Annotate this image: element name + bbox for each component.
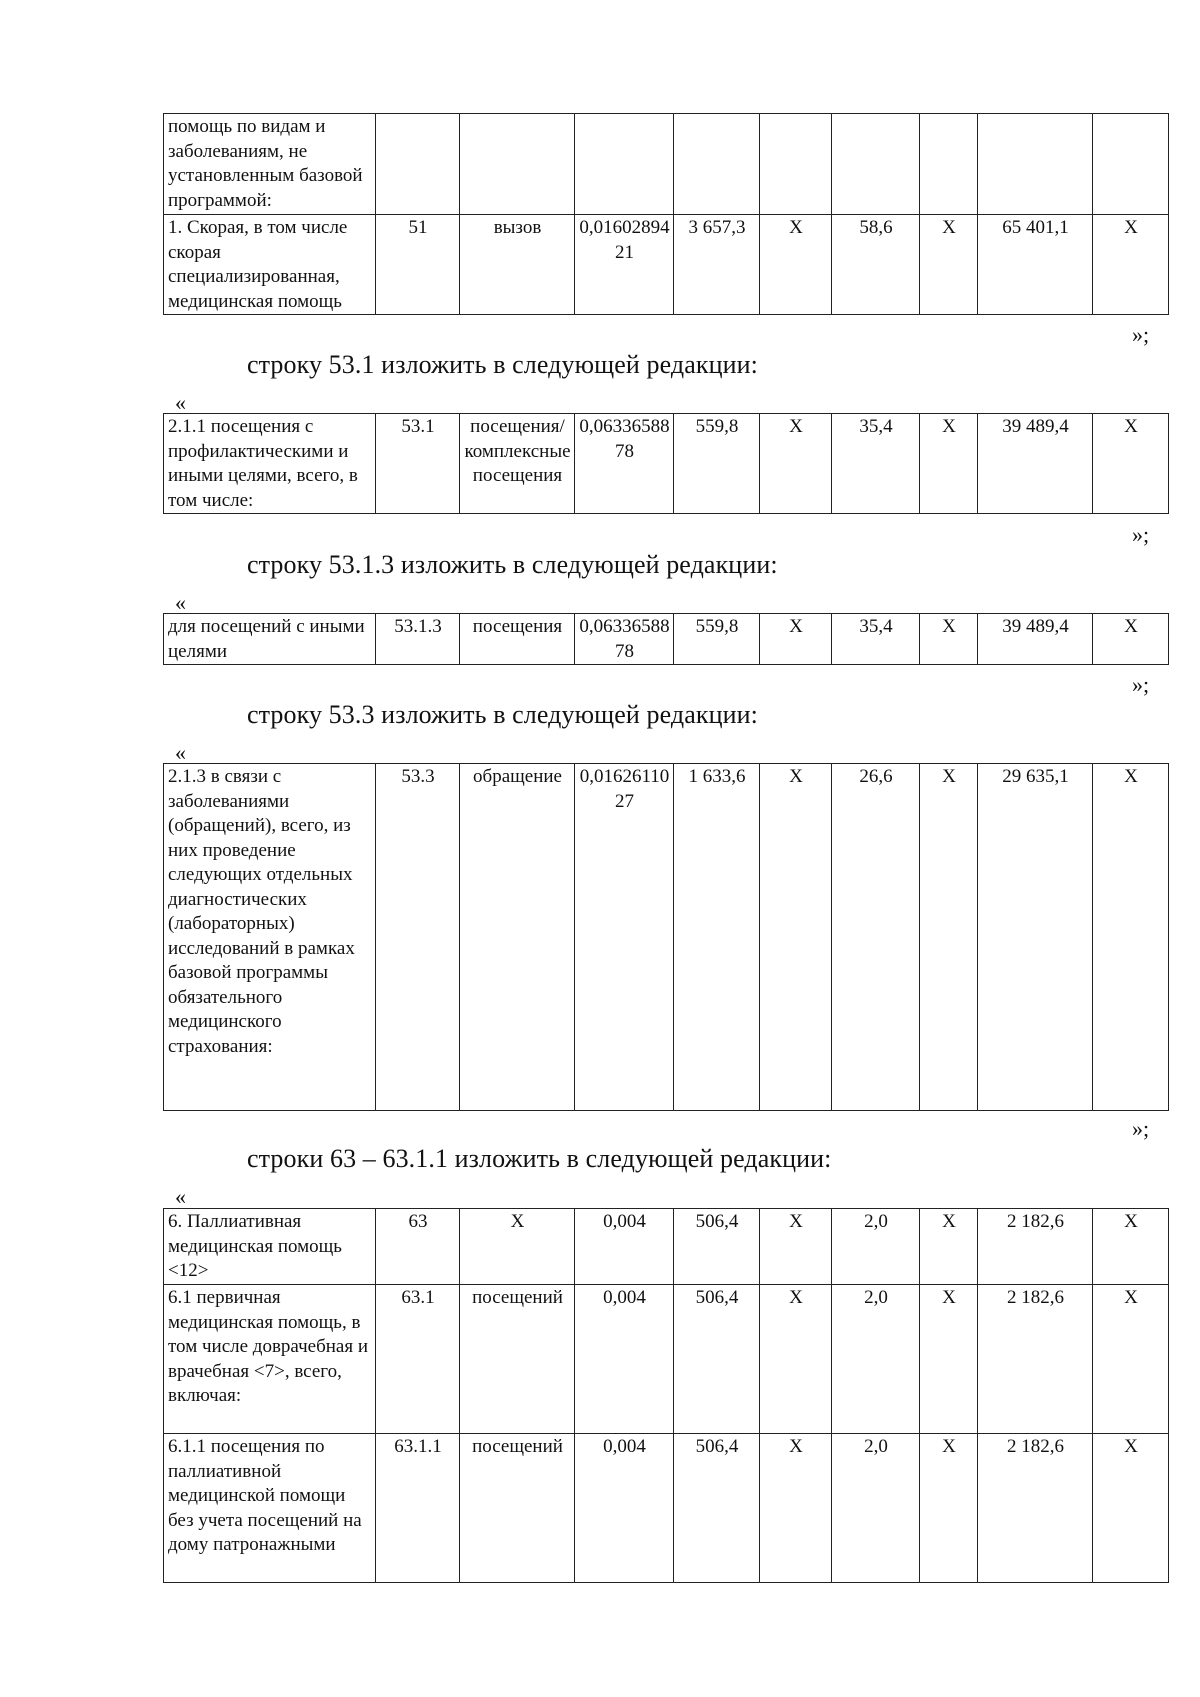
cell-name: 1. Скорая, в том числе скорая специализированная, медицинская помощь (164, 215, 376, 315)
opening-quote: « (175, 590, 186, 615)
cell-cost: 506,4 (674, 1285, 760, 1434)
cell-c9: 29 635,1 (978, 764, 1093, 1111)
cell-c6: Х (760, 1285, 832, 1434)
cell-volume: 0,004 (575, 1209, 674, 1285)
cell-code: 63 (376, 1209, 460, 1285)
cell-c7: 2,0 (832, 1209, 920, 1285)
table-rows-63 (163, 1208, 1169, 1583)
table-rows-51 (163, 113, 1169, 315)
cell-name: 6.1.1 посещения по паллиативной медицинской помощи без учета посещений на дому патронажными (164, 1434, 376, 1583)
cell-c10: Х (1093, 1285, 1169, 1434)
table-row (164, 614, 1169, 665)
cell-c7 (832, 114, 920, 215)
cell-volume: 0,004 (575, 1285, 674, 1434)
cell-code: 53.1.3 (376, 614, 460, 665)
cell-c10 (1093, 114, 1169, 215)
cell-c9: 65 401,1 (978, 215, 1093, 315)
cell-cost: 559,8 (674, 414, 760, 514)
instruction-paragraph: строку 53.1.3 изложить в следующей редакции: (247, 550, 778, 579)
cell-cost: 506,4 (674, 1209, 760, 1285)
cell-code: 51 (376, 215, 460, 315)
cell-c8: Х (920, 1285, 978, 1434)
closing-quote: »; (1132, 522, 1150, 547)
cell-c7: 35,4 (832, 614, 920, 665)
cell-c9: 39 489,4 (978, 614, 1093, 665)
cell-unit (460, 114, 575, 215)
cell-c7: 35,4 (832, 414, 920, 514)
table-row-53-1-3 (163, 613, 1169, 665)
cell-unit: обращение (460, 764, 575, 1111)
table-row (164, 215, 1169, 315)
cell-c7: 26,6 (832, 764, 920, 1111)
cell-unit: вызов (460, 215, 575, 315)
cell-c6: Х (760, 414, 832, 514)
cell-c10: Х (1093, 215, 1169, 315)
cell-c8: Х (920, 764, 978, 1111)
cell-c8: Х (920, 614, 978, 665)
cell-name: 6. Паллиативная медицинская помощь <12> (164, 1209, 376, 1285)
cell-c10: Х (1093, 414, 1169, 514)
cell-volume (575, 114, 674, 215)
cell-name: 6.1 первичная медицинская помощь, в том числе доврачебная и врачебная <7>, всего, включая: (164, 1285, 376, 1434)
cell-volume: 0,0633658878 (575, 614, 674, 665)
cell-code: 63.1.1 (376, 1434, 460, 1583)
opening-quote: « (175, 1184, 186, 1209)
table-row (164, 1209, 1169, 1285)
cell-unit: Х (460, 1209, 575, 1285)
cell-unit: посещения/ комплексные посещения (460, 414, 575, 514)
cell-c10: Х (1093, 614, 1169, 665)
instruction-paragraph: строку 53.3 изложить в следующей редакции: (247, 700, 758, 729)
cell-c9: 2 182,6 (978, 1209, 1093, 1285)
cell-name: для посещений с иными целями (164, 614, 376, 665)
cell-c8: Х (920, 215, 978, 315)
cell-name: помощь по видам и заболеваниям, не установленным базовой программой: (164, 114, 376, 215)
cell-c6: Х (760, 1209, 832, 1285)
cell-c8: Х (920, 1209, 978, 1285)
cell-c9: 39 489,4 (978, 414, 1093, 514)
cell-c9 (978, 114, 1093, 215)
opening-quote: « (175, 740, 186, 765)
cell-c8: Х (920, 414, 978, 514)
cell-name: 2.1.1 посещения с профилактическими и иными целями, всего, в том числе: (164, 414, 376, 514)
table-row (164, 414, 1169, 514)
cell-c10: Х (1093, 1434, 1169, 1583)
cell-c10: Х (1093, 1209, 1169, 1285)
cell-c6: Х (760, 614, 832, 665)
cell-code: 53.1 (376, 414, 460, 514)
cell-cost: 506,4 (674, 1434, 760, 1583)
table-row-53-1 (163, 413, 1169, 514)
table-row (164, 1434, 1169, 1583)
table-row (164, 764, 1169, 1111)
cell-c6: Х (760, 215, 832, 315)
cell-c10: Х (1093, 764, 1169, 1111)
cell-c9: 2 182,6 (978, 1434, 1093, 1583)
cell-c9: 2 182,6 (978, 1285, 1093, 1434)
closing-quote: »; (1132, 1116, 1150, 1141)
cell-c6: Х (760, 764, 832, 1111)
cell-code: 63.1 (376, 1285, 460, 1434)
cell-volume: 0,0633658878 (575, 414, 674, 514)
cell-volume: 0,0162611027 (575, 764, 674, 1111)
cell-volume: 0,004 (575, 1434, 674, 1583)
cell-code: 53.3 (376, 764, 460, 1111)
cell-cost: 3 657,3 (674, 215, 760, 315)
cell-cost: 1 633,6 (674, 764, 760, 1111)
instruction-paragraph: строку 53.1 изложить в следующей редакции: (247, 350, 758, 379)
cell-volume: 0,0160289421 (575, 215, 674, 315)
opening-quote: « (175, 390, 186, 415)
cell-c7: 58,6 (832, 215, 920, 315)
closing-quote: »; (1132, 322, 1150, 347)
cell-name: 2.1.3 в связи с заболеваниями (обращений), всего, из них проведение следующих отдельных диагностических (лабораторных) исследований в рамках базовой программы обязательного медицинского страхования: (164, 764, 376, 1111)
table-row-53-3 (163, 763, 1169, 1111)
table-row (164, 114, 1169, 215)
cell-c8: Х (920, 1434, 978, 1583)
table-row (164, 1285, 1169, 1434)
instruction-paragraph: строки 63 – 63.1.1 изложить в следующей редакции: (247, 1144, 832, 1173)
cell-unit: посещения (460, 614, 575, 665)
cell-cost (674, 114, 760, 215)
cell-unit: посещений (460, 1434, 575, 1583)
cell-code (376, 114, 460, 215)
closing-quote: »; (1132, 672, 1150, 697)
cell-unit: посещений (460, 1285, 575, 1434)
cell-c6: Х (760, 1434, 832, 1583)
cell-c7: 2,0 (832, 1434, 920, 1583)
cell-c6 (760, 114, 832, 215)
cell-c7: 2,0 (832, 1285, 920, 1434)
cell-cost: 559,8 (674, 614, 760, 665)
cell-c8 (920, 114, 978, 215)
